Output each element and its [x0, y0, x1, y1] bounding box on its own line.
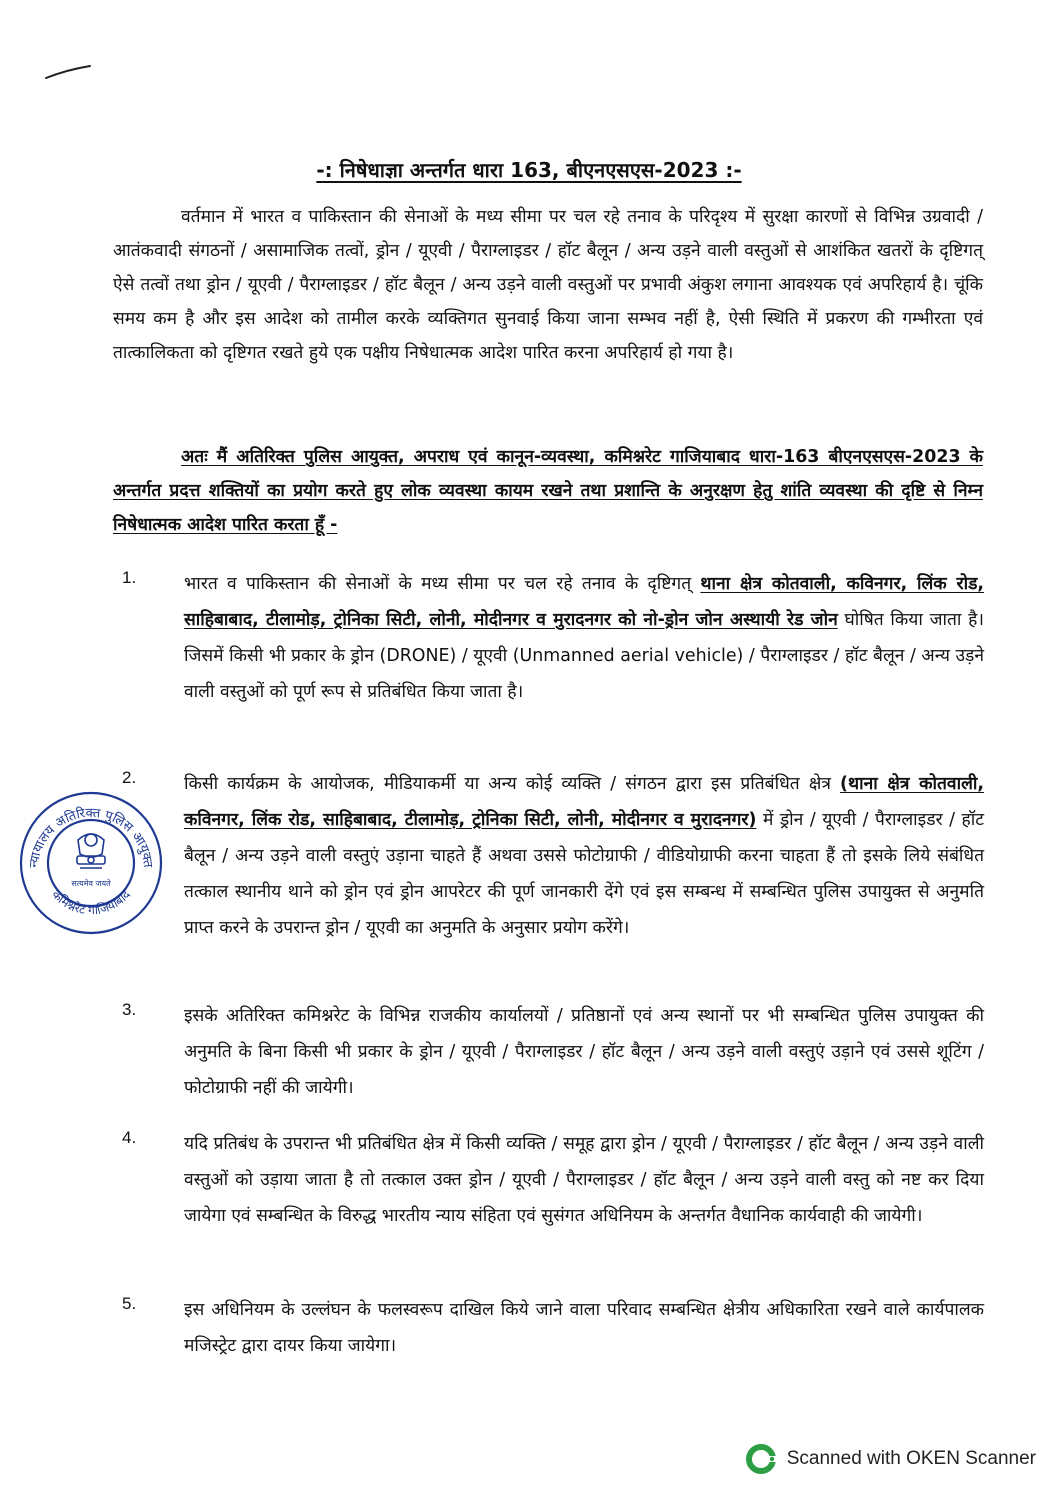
item-number: 3. [122, 1000, 137, 1019]
item-text-plain: घोषित किया जाता है। जिसमें किसी भी प्रकार के ड्रोन (DRONE) / यूएवी (Unmanned aerial vehicle) / पैराग्लाइडर / हॉट बैलून / अन्य उड़ने वाली वस्तुओं को पूर्ण रूप से प्रतिबंधित किया जाता है। [184, 610, 984, 702]
oken-scanner-logo-icon [745, 1443, 777, 1475]
official-seal-stamp [16, 788, 166, 938]
item-text-plain: किसी कार्यक्रम के आयोजक, मीडियाकर्मी या अन्य कोई व्यक्ति / संगठन द्वारा इस प्रतिबंधित क्षेत्र [184, 774, 841, 794]
pen-stroke-mark [44, 62, 94, 82]
item-text-plain: भारत व पाकिस्तान की सेनाओं के मध्य सीमा पर चल रहे तनाव के दृष्टिगत् [184, 574, 701, 594]
intro-paragraph [113, 200, 983, 370]
item-text-plain: में ड्रोन / यूएवी / पैराग्लाइडर / हॉट बैलून / अन्य उड़ने वाली वस्तुएं उड़ाना चाहते हैं अथवा उससे फोटोग्राफी / वीडियोग्राफी करना चाहता हैं तो इसके लिये संबंधित तत्काल स्थानीय थाने को ड्रोन एवं ड्रोन आपरेटर की पूर्ण जानकारी देंगे एवं इस सम्बन्ध में सम्बन्धित पुलिस उपायुक्त से अनुमति प्राप्त करने के उपरान्त ड्रोन / यूएवी का अनुमति के अनुसार प्रयोग करेंगे। [184, 810, 984, 938]
item-number: 4. [122, 1128, 137, 1147]
order-statement [113, 440, 983, 542]
item-number: 1. [122, 568, 137, 587]
item-text [184, 566, 984, 710]
svg-text:न्यायालय अतिरिक्त पुलिस आयुक्त [27, 805, 155, 869]
item-text-highlight: थाना क्षेत्र कोतवाली, कविनगर, लिंक रोड, साहिबाबाद, टीलामोड़, ट्रोनिका सिटी, लोनी, मोदीनगर व मुरादनगर को नो-ड्रोन जोन अस्थायी रेड जोन [184, 574, 984, 630]
document-title: -: निषेधाज्ञा अन्तर्गत धारा 163, बीएनएसएस-2023 :- [316, 158, 742, 182]
scanner-watermark [745, 1443, 1036, 1475]
seal-motto: सत्यमेव जयते [71, 879, 111, 888]
item-number: 5. [122, 1294, 137, 1313]
item-text-highlight: (थाना क्षेत्र कोतवाली, कविनगर, लिंक रोड, साहिबाबाद, टीलामोड़, ट्रोनिका सिटी, लोनी, मोदीनगर व मुरादनगर) [184, 774, 984, 830]
scanner-label: Scanned with OKEN Scanner [786, 1448, 1036, 1469]
item-text: इस अधिनियम के उल्लंघन के फलस्वरूप दाखिल किये जाने वाला परिवाद सम्बन्धित क्षेत्रीय अधिकारिता रखने वाले कार्यपालक मजिस्ट्रेट द्वारा दायर किया जायेगा। [184, 1300, 984, 1356]
national-emblem-icon [77, 834, 105, 868]
item-text: यदि प्रतिबंध के उपरान्त भी प्रतिबंधित क्षेत्र में किसी व्यक्ति / समूह द्वारा ड्रोन / यूएवी / पैराग्लाइडर / हॉट बैलून / अन्य उड़ने वाली वस्तुओं को उड़ाया जाता है तो तत्काल उक्त ड्रोन / यूएवी / पैराग्लाइडर / हॉट बैलून / अन्य उड़ने वाली वस्तु को नष्ट कर दिया जायेगा एवं सम्बन्धित के विरुद्ध भारतीय न्याय संहिता एवं सुसंगत अधिनियम के अन्तर्गत वैधानिक कार्यवाही की जायेगी। [184, 1134, 984, 1226]
order-statement-text: अतः मैं अतिरिक्त पुलिस आयुक्त, अपराध एवं कानून-व्यवस्था, कमिश्नरेट गाजियाबाद धारा-163 बीएनएसएस-2023 के अन्तर्गत प्रदत्त शक्तियों का प्रयोग करते हुए लोक व्यवस्था कायम रखने तथा प्रशान्ति के अनुरक्षण हेतु शांति व्यवस्था की दृष्टि से निम्न निषेधात्मक आदेश पारित करता हूँ - [113, 447, 983, 535]
svg-text:कमिश्नरेट गाजियाबाद [49, 887, 133, 917]
item-text: इसके अतिरिक्त कमिश्नरेट के विभिन्न राजकीय कार्यालयों / प्रतिष्ठानों एवं अन्य स्थानों पर भी सम्बन्धित पुलिस उपायुक्त की अनुमति के बिना किसी भी प्रकार के ड्रोन / यूएवी / पैराग्लाइडर / हॉट बैलून / अन्य उड़ने वाली वस्तुएं उड़ाने एवं उससे शूटिंग / फोटोग्राफी नहीं की जायेगी। [184, 1006, 984, 1098]
seal-top-text: न्यायालय अतिरिक्त पुलिस आयुक्त [27, 805, 156, 869]
item-number: 2. [122, 768, 137, 787]
seal-bottom-text: कमिश्नरेट गाजियाबाद [49, 887, 133, 918]
intro-text: वर्तमान में भारत व पाकिस्तान की सेनाओं के मध्य सीमा पर चल रहे तनाव के परिदृश्य में सुरक्षा कारणों से विभिन्न उग्रवादी / आतंकवादी संगठनों / असामाजिक तत्वों, ड्रोन / यूएवी / पैराग्लाइडर / हॉट बैलून / अन्य उड़ने वाली वस्तुओं से आशंकित खतरों के दृष्टिगत् ऐसे तत्वों तथा ड्रोन / यूएवी / पैराग्लाइडर / हॉट बैलून / अन्य उड़ने वाली वस्तुओं पर प्रभावी अंकुश लगाना आवश्यक एवं अपरिहार्य है। चूंकि समय कम है और इस आदेश को तामील करके व्यक्तिगत सुनवाई किया जाना सम्भव नहीं है, ऐसी स्थिति में प्रकरण की गम्भीरता एवं तात्कालिकता को दृष्टिगत रखते हुये एक पक्षीय निषेधात्मक आदेश पारित करना अपरिहार्य हो गया है। [113, 207, 983, 363]
item-text [184, 766, 984, 946]
